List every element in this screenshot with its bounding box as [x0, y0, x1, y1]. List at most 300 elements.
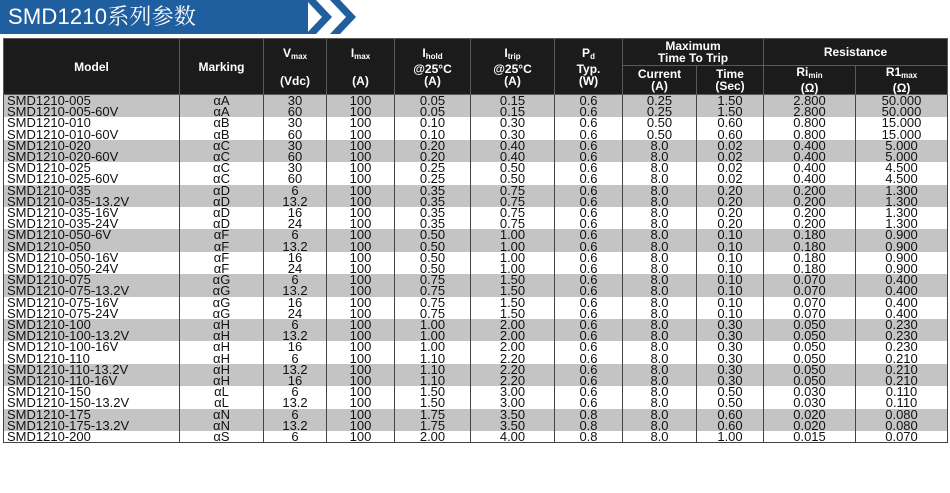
- table-cell: αC: [180, 162, 264, 173]
- table-row: [4, 364, 948, 375]
- table-cell: 0.6: [555, 173, 623, 184]
- table-row: [4, 229, 948, 240]
- model-cell: SMD1210-110-13.2V: [4, 364, 180, 375]
- table-cell: 8.0: [623, 341, 697, 352]
- table-cell: 0.030: [764, 386, 856, 397]
- table-row: [4, 129, 948, 140]
- table-cell: 0.02: [697, 140, 764, 151]
- table-cell: αG: [180, 274, 264, 285]
- table-cell: 0.60: [697, 409, 764, 420]
- table-cell: αH: [180, 319, 264, 330]
- table-cell: 24: [264, 218, 327, 229]
- header-rmin: $Ri_{min}$ (Ω): [764, 66, 856, 95]
- table-cell: 1.00: [395, 341, 471, 352]
- table-cell: 0.8: [555, 409, 623, 420]
- table-cell: αB: [180, 117, 264, 128]
- table-cell: 8.0: [623, 353, 697, 364]
- table-cell: 3.50: [471, 409, 555, 420]
- table-cell: 0.10: [697, 308, 764, 319]
- table-cell: 13.2: [264, 397, 327, 408]
- table-cell: 0.6: [555, 386, 623, 397]
- table-cell: 0.15: [471, 95, 555, 107]
- table-cell: αD: [180, 185, 264, 196]
- table-cell: 100: [327, 229, 395, 240]
- table-cell: 0.900: [856, 252, 948, 263]
- table-cell: αN: [180, 409, 264, 420]
- table-cell: 0.020: [764, 409, 856, 420]
- table-cell: 100: [327, 162, 395, 173]
- table-cell: 0.10: [697, 285, 764, 296]
- table-cell: 0.6: [555, 151, 623, 162]
- table-cell: 0.050: [764, 330, 856, 341]
- table-cell: 0.10: [395, 129, 471, 140]
- table-cell: 100: [327, 106, 395, 117]
- table-cell: 1.00: [471, 229, 555, 240]
- table-cell: 0.6: [555, 364, 623, 375]
- model-cell: SMD1210-050-6V: [4, 229, 180, 240]
- table-cell: αF: [180, 241, 264, 252]
- table-cell: αN: [180, 420, 264, 431]
- table-cell: 0.05: [395, 106, 471, 117]
- spec-table: [3, 38, 948, 443]
- table-row: [4, 308, 948, 319]
- table-cell: 0.200: [764, 207, 856, 218]
- table-cell: αL: [180, 386, 264, 397]
- table-cell: 0.230: [856, 330, 948, 341]
- table-cell: 0.02: [697, 162, 764, 173]
- table-cell: 0.110: [856, 397, 948, 408]
- table-cell: 0.50: [395, 252, 471, 263]
- table-cell: 13.2: [264, 420, 327, 431]
- table-cell: 0.10: [697, 229, 764, 240]
- table-cell: 100: [327, 397, 395, 408]
- table-cell: αF: [180, 263, 264, 274]
- table-cell: 0.40: [471, 140, 555, 151]
- table-row: [4, 353, 948, 364]
- table-cell: 100: [327, 241, 395, 252]
- table-cell: 0.050: [764, 353, 856, 364]
- table-cell: 5.000: [856, 151, 948, 162]
- table-cell: αH: [180, 353, 264, 364]
- model-cell: SMD1210-150: [4, 386, 180, 397]
- table-cell: 8.0: [623, 319, 697, 330]
- table-row: [4, 285, 948, 296]
- table-cell: 0.6: [555, 140, 623, 151]
- table-cell: 0.6: [555, 218, 623, 229]
- table-cell: 0.30: [697, 319, 764, 330]
- table-cell: 1.50: [697, 95, 764, 107]
- table-cell: 0.400: [764, 151, 856, 162]
- table-row: [4, 420, 948, 431]
- table-cell: 1.50: [471, 274, 555, 285]
- table-cell: 1.00: [395, 330, 471, 341]
- table-cell: 1.50: [395, 397, 471, 408]
- table-cell: 100: [327, 263, 395, 274]
- table-cell: 6: [264, 431, 327, 443]
- table-cell: 100: [327, 285, 395, 296]
- table-row: [4, 218, 948, 229]
- table-cell: 0.180: [764, 252, 856, 263]
- table-cell: 100: [327, 353, 395, 364]
- table-row: [4, 117, 948, 128]
- table-cell: 0.6: [555, 196, 623, 207]
- model-cell: SMD1210-100-13.2V: [4, 330, 180, 341]
- model-cell: SMD1210-020-60V: [4, 151, 180, 162]
- table-cell: αG: [180, 308, 264, 319]
- table-cell: 30: [264, 140, 327, 151]
- table-cell: 1.00: [395, 319, 471, 330]
- header-resistance: Resistance: [764, 39, 948, 66]
- table-cell: 0.50: [395, 241, 471, 252]
- table-cell: 100: [327, 95, 395, 107]
- table-row: [4, 274, 948, 285]
- table-cell: 6: [264, 409, 327, 420]
- table-cell: 16: [264, 252, 327, 263]
- table-cell: 0.25: [623, 95, 697, 107]
- model-cell: SMD1210-005: [4, 95, 180, 107]
- table-row: [4, 297, 948, 308]
- table-cell: 0.180: [764, 263, 856, 274]
- table-cell: 0.070: [856, 431, 948, 443]
- table-cell: 30: [264, 95, 327, 107]
- table-cell: 0.02: [697, 173, 764, 184]
- table-cell: 0.230: [856, 319, 948, 330]
- table-cell: 0.6: [555, 95, 623, 107]
- table-cell: 0.070: [764, 285, 856, 296]
- table-cell: 100: [327, 252, 395, 263]
- table-cell: 100: [327, 274, 395, 285]
- table-cell: 1.300: [856, 207, 948, 218]
- page-title: SMD1210系列参数: [8, 4, 197, 29]
- table-cell: αD: [180, 207, 264, 218]
- table-cell: 0.50: [395, 229, 471, 240]
- table-cell: 8.0: [623, 241, 697, 252]
- table-cell: 0.210: [856, 364, 948, 375]
- table-cell: 0.30: [471, 117, 555, 128]
- model-cell: SMD1210-025: [4, 162, 180, 173]
- table-cell: 0.050: [764, 364, 856, 375]
- table-cell: 0.50: [471, 162, 555, 173]
- table-cell: αC: [180, 140, 264, 151]
- table-cell: αA: [180, 95, 264, 107]
- header-model: Model: [4, 39, 180, 95]
- table-cell: 8.0: [623, 431, 697, 443]
- table-cell: 0.6: [555, 308, 623, 319]
- table-cell: 0.080: [856, 409, 948, 420]
- table-cell: 0.75: [395, 297, 471, 308]
- table-cell: 1.300: [856, 185, 948, 196]
- header-ihold: $I_{hold}$ @25°C (A): [395, 39, 471, 95]
- model-cell: SMD1210-035: [4, 185, 180, 196]
- table-cell: 0.800: [764, 129, 856, 140]
- table-cell: 0.6: [555, 129, 623, 140]
- table-row: [4, 397, 948, 408]
- table-cell: 0.10: [697, 274, 764, 285]
- model-cell: SMD1210-200: [4, 431, 180, 443]
- table-cell: 0.6: [555, 117, 623, 128]
- table-cell: 0.6: [555, 297, 623, 308]
- table-cell: 0.200: [764, 218, 856, 229]
- table-cell: 0.20: [395, 140, 471, 151]
- table-row: [4, 252, 948, 263]
- table-cell: 8.0: [623, 308, 697, 319]
- table-cell: 0.10: [395, 117, 471, 128]
- table-cell: 30: [264, 117, 327, 128]
- table-cell: 0.200: [764, 185, 856, 196]
- table-cell: 0.25: [395, 173, 471, 184]
- table-cell: 0.05: [395, 95, 471, 107]
- table-cell: 0.30: [697, 375, 764, 386]
- model-cell: SMD1210-110-16V: [4, 375, 180, 386]
- table-row: [4, 173, 948, 184]
- table-cell: 100: [327, 364, 395, 375]
- table-row: [4, 375, 948, 386]
- table-cell: 4.500: [856, 162, 948, 173]
- table-cell: 8.0: [623, 207, 697, 218]
- table-cell: αD: [180, 218, 264, 229]
- table-row: [4, 431, 948, 443]
- table-row: [4, 386, 948, 397]
- table-cell: 100: [327, 319, 395, 330]
- table-cell: 100: [327, 140, 395, 151]
- table-cell: 0.30: [697, 353, 764, 364]
- table-cell: 0.25: [395, 162, 471, 173]
- table-cell: 2.800: [764, 95, 856, 107]
- table-cell: αF: [180, 229, 264, 240]
- table-cell: 2.00: [395, 431, 471, 443]
- table-cell: 0.6: [555, 319, 623, 330]
- table-cell: αC: [180, 151, 264, 162]
- model-cell: SMD1210-175-13.2V: [4, 420, 180, 431]
- table-cell: 0.110: [856, 386, 948, 397]
- table-cell: αF: [180, 252, 264, 263]
- table-row: [4, 207, 948, 218]
- table-cell: 0.6: [555, 397, 623, 408]
- table-cell: 0.75: [395, 274, 471, 285]
- table-cell: αS: [180, 431, 264, 443]
- header-marking: Marking: [180, 39, 264, 95]
- table-cell: 8.0: [623, 375, 697, 386]
- table-cell: 1.75: [395, 409, 471, 420]
- table-cell: 0.020: [764, 420, 856, 431]
- table-cell: 0.20: [697, 185, 764, 196]
- table-cell: 6: [264, 229, 327, 240]
- header-trip-current: Current (A): [623, 66, 697, 95]
- table-cell: 1.50: [471, 297, 555, 308]
- table-row: [4, 241, 948, 252]
- table-cell: 0.070: [764, 297, 856, 308]
- table-cell: 8.0: [623, 409, 697, 420]
- model-cell: SMD1210-075-16V: [4, 297, 180, 308]
- table-cell: 100: [327, 308, 395, 319]
- table-row: [4, 95, 948, 107]
- table-cell: 0.10: [697, 297, 764, 308]
- table-cell: 0.200: [764, 196, 856, 207]
- table-cell: 0.8: [555, 431, 623, 443]
- table-cell: 60: [264, 106, 327, 117]
- header-r1max: $R1_{max}$ (Ω): [856, 66, 948, 95]
- table-cell: 16: [264, 207, 327, 218]
- table-cell: 8.0: [623, 173, 697, 184]
- table-cell: 0.60: [697, 117, 764, 128]
- table-cell: 0.6: [555, 106, 623, 117]
- table-cell: αB: [180, 129, 264, 140]
- table-cell: 2.00: [471, 319, 555, 330]
- table-cell: 0.050: [764, 341, 856, 352]
- table-cell: 100: [327, 151, 395, 162]
- table-cell: 0.070: [764, 308, 856, 319]
- table-cell: 0.30: [471, 129, 555, 140]
- table-row: [4, 196, 948, 207]
- table-cell: 0.015: [764, 431, 856, 443]
- table-cell: 8.0: [623, 162, 697, 173]
- model-cell: SMD1210-050-16V: [4, 252, 180, 263]
- table-cell: 8.0: [623, 274, 697, 285]
- table-row: [4, 319, 948, 330]
- table-cell: αD: [180, 196, 264, 207]
- table-cell: αG: [180, 297, 264, 308]
- table-cell: 100: [327, 297, 395, 308]
- table-cell: 0.050: [764, 319, 856, 330]
- header-pd: $P_d$ Typ. (W): [555, 39, 623, 95]
- table-cell: 0.080: [856, 420, 948, 431]
- table-cell: 0.50: [697, 397, 764, 408]
- table-cell: 100: [327, 129, 395, 140]
- table-cell: 0.900: [856, 229, 948, 240]
- table-cell: 0.25: [623, 106, 697, 117]
- table-cell: 0.230: [856, 341, 948, 352]
- header-imax: $I_{max}$ (A): [327, 39, 395, 95]
- table-cell: 0.210: [856, 353, 948, 364]
- table-cell: 1.50: [697, 106, 764, 117]
- table-cell: 6: [264, 386, 327, 397]
- table-cell: 8.0: [623, 196, 697, 207]
- table-cell: 1.00: [471, 263, 555, 274]
- table-cell: 0.75: [395, 308, 471, 319]
- table-cell: αL: [180, 397, 264, 408]
- header-itrip: $I_{trip}$ @25°C (A): [471, 39, 555, 95]
- table-cell: 0.50: [697, 386, 764, 397]
- table-row: [4, 162, 948, 173]
- table-cell: 6: [264, 319, 327, 330]
- table-cell: 100: [327, 185, 395, 196]
- table-cell: 13.2: [264, 196, 327, 207]
- table-cell: 0.10: [697, 241, 764, 252]
- model-cell: SMD1210-035-16V: [4, 207, 180, 218]
- table-cell: 0.800: [764, 117, 856, 128]
- model-cell: SMD1210-020: [4, 140, 180, 151]
- table-row: [4, 341, 948, 352]
- table-cell: 0.50: [623, 129, 697, 140]
- model-cell: SMD1210-035-13.2V: [4, 196, 180, 207]
- table-cell: 0.75: [471, 196, 555, 207]
- table-cell: 0.35: [395, 207, 471, 218]
- table-cell: 0.6: [555, 229, 623, 240]
- table-body: [4, 95, 948, 443]
- table-cell: 0.35: [395, 218, 471, 229]
- table-cell: 1.50: [471, 308, 555, 319]
- table-cell: 16: [264, 375, 327, 386]
- table-cell: 4.00: [471, 431, 555, 443]
- table-cell: 13.2: [264, 241, 327, 252]
- title-banner: [0, 0, 308, 34]
- table-cell: 30: [264, 162, 327, 173]
- table-cell: 0.6: [555, 207, 623, 218]
- table-cell: 50.000: [856, 106, 948, 117]
- table-cell: 13.2: [264, 285, 327, 296]
- table-cell: 1.00: [471, 241, 555, 252]
- table-cell: 16: [264, 341, 327, 352]
- table-cell: 24: [264, 308, 327, 319]
- table-cell: 100: [327, 386, 395, 397]
- table-cell: αH: [180, 375, 264, 386]
- table-cell: 0.6: [555, 285, 623, 296]
- table-cell: 100: [327, 117, 395, 128]
- table-cell: 0.030: [764, 397, 856, 408]
- table-cell: 8.0: [623, 140, 697, 151]
- table-cell: 2.20: [471, 353, 555, 364]
- table-cell: 100: [327, 207, 395, 218]
- table-cell: 0.400: [856, 308, 948, 319]
- table-cell: 0.050: [764, 375, 856, 386]
- table-cell: 3.00: [471, 397, 555, 408]
- table-cell: 8.0: [623, 185, 697, 196]
- table-cell: 16: [264, 297, 327, 308]
- table-cell: 0.75: [471, 207, 555, 218]
- table-cell: 8.0: [623, 151, 697, 162]
- table-cell: 8.0: [623, 364, 697, 375]
- table-row: [4, 151, 948, 162]
- table-cell: 0.30: [697, 341, 764, 352]
- table-cell: 0.30: [697, 330, 764, 341]
- table-cell: 8.0: [623, 218, 697, 229]
- header-vmax: $V_{max}$ (Vdc): [264, 39, 327, 95]
- model-cell: SMD1210-150-13.2V: [4, 397, 180, 408]
- table-cell: αH: [180, 341, 264, 352]
- table-cell: 0.6: [555, 274, 623, 285]
- table-cell: 50.000: [856, 95, 948, 107]
- table-cell: 1.50: [395, 386, 471, 397]
- table-cell: 100: [327, 420, 395, 431]
- model-cell: SMD1210-010-60V: [4, 129, 180, 140]
- table-cell: 100: [327, 330, 395, 341]
- table-cell: 1.300: [856, 196, 948, 207]
- table-cell: 0.400: [856, 285, 948, 296]
- table-cell: 0.6: [555, 330, 623, 341]
- model-cell: SMD1210-175: [4, 409, 180, 420]
- table-cell: 8.0: [623, 397, 697, 408]
- table-cell: 1.00: [697, 431, 764, 443]
- table-cell: 15.000: [856, 129, 948, 140]
- table-row: [4, 330, 948, 341]
- table-cell: 8.0: [623, 285, 697, 296]
- table-cell: 4.500: [856, 173, 948, 184]
- table-cell: 0.070: [764, 274, 856, 285]
- table-cell: 0.35: [395, 185, 471, 196]
- table-cell: 1.10: [395, 364, 471, 375]
- table-cell: 0.6: [555, 185, 623, 196]
- table-cell: 0.20: [395, 151, 471, 162]
- table-cell: 0.180: [764, 241, 856, 252]
- table-cell: 0.400: [764, 140, 856, 151]
- table-cell: 0.180: [764, 229, 856, 240]
- table-cell: 100: [327, 173, 395, 184]
- table-cell: αG: [180, 285, 264, 296]
- model-cell: SMD1210-050: [4, 241, 180, 252]
- table-cell: 6: [264, 274, 327, 285]
- model-cell: SMD1210-100: [4, 319, 180, 330]
- model-cell: SMD1210-025-60V: [4, 173, 180, 184]
